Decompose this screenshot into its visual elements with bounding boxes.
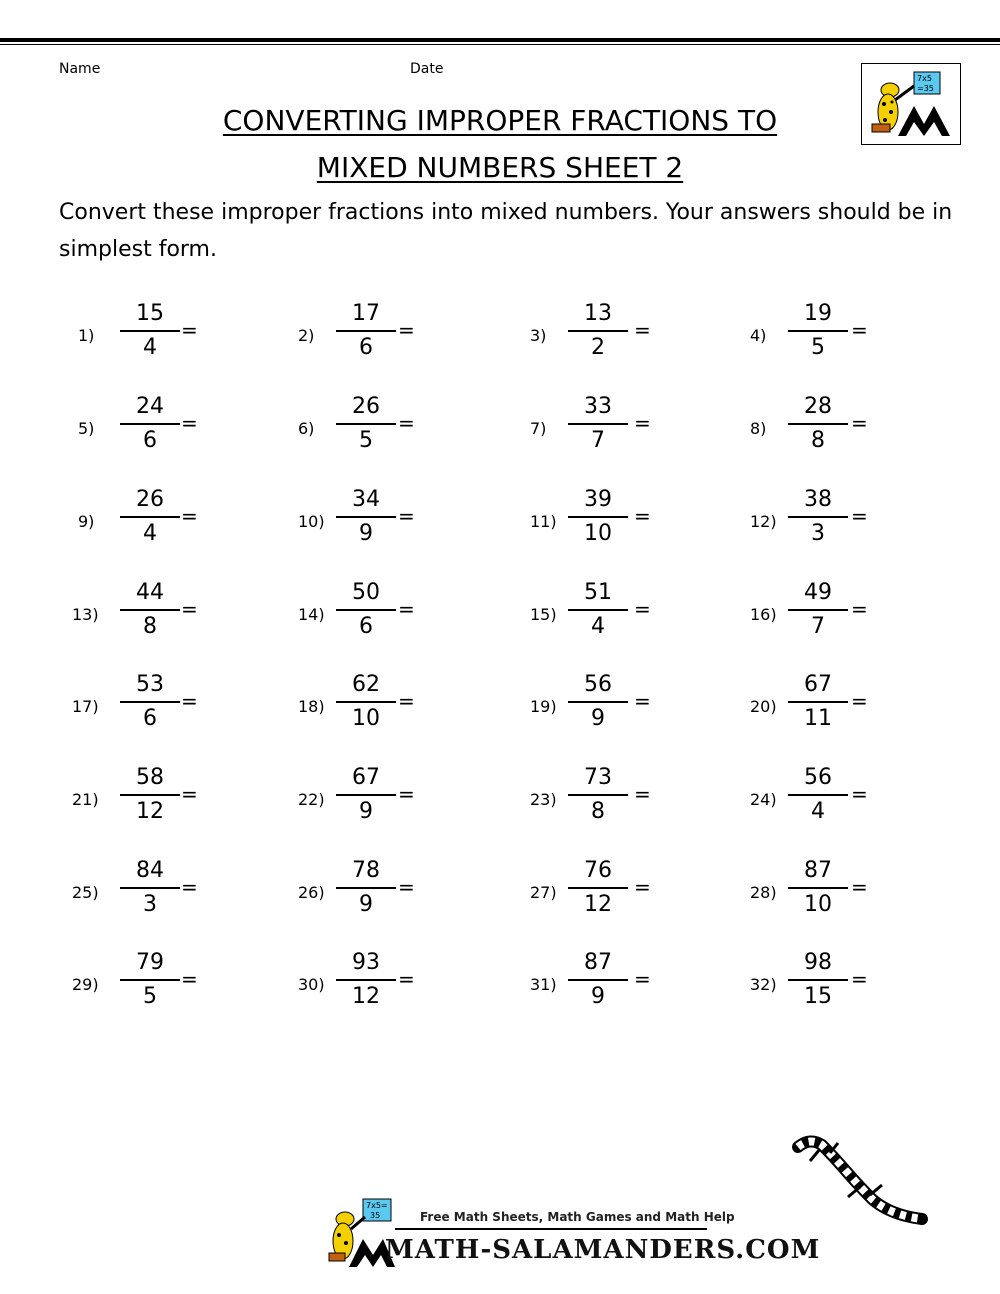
instructions: Convert these improper fractions into mixed numbers. Your answers should be in simplest form. xyxy=(59,200,953,262)
fraction xyxy=(788,484,848,550)
denominator: 5 xyxy=(811,335,825,360)
svg-text:7x5=: 7x5= xyxy=(366,1201,388,1210)
denominator: 9 xyxy=(591,984,605,1009)
denominator: 6 xyxy=(143,428,157,453)
equals-sign: = xyxy=(634,875,651,899)
fraction xyxy=(336,577,396,643)
name-label: Name xyxy=(59,61,101,77)
footer-site-name: MATH-SALAMANDERS.COM xyxy=(385,1235,821,1265)
worksheet-title-line1: CONVERTING IMPROPER FRACTIONS TO xyxy=(222,104,778,137)
problem-number: 2) xyxy=(298,326,315,345)
problem-number: 8) xyxy=(750,419,767,438)
denominator: 6 xyxy=(359,335,373,360)
problem-32 xyxy=(750,947,950,1017)
denominator: 7 xyxy=(811,614,825,639)
numerator: 79 xyxy=(136,950,164,975)
denominator: 12 xyxy=(352,984,380,1009)
numerator: 24 xyxy=(136,394,164,419)
numerator: 56 xyxy=(804,765,832,790)
problem-number: 11) xyxy=(530,512,557,531)
problem-6 xyxy=(298,391,498,461)
fraction xyxy=(336,947,396,1013)
problem-25 xyxy=(72,855,278,925)
problem-29 xyxy=(72,947,278,1017)
equals-sign: = xyxy=(398,689,415,713)
fraction xyxy=(120,762,180,828)
denominator: 8 xyxy=(591,799,605,824)
equals-sign: = xyxy=(398,504,415,528)
numerator: 28 xyxy=(804,394,832,419)
problem-number: 32) xyxy=(750,975,777,994)
problem-number: 23) xyxy=(530,790,557,809)
fraction xyxy=(788,391,848,457)
problem-22 xyxy=(298,762,498,832)
denominator: 9 xyxy=(359,521,373,546)
fraction xyxy=(788,855,848,921)
problem-24 xyxy=(750,762,950,832)
equals-sign: = xyxy=(851,875,868,899)
equals-sign: = xyxy=(634,689,651,713)
problem-20 xyxy=(750,669,950,739)
equals-sign: = xyxy=(398,411,415,435)
denominator: 15 xyxy=(804,984,832,1009)
numerator: 15 xyxy=(136,301,164,326)
problem-number: 20) xyxy=(750,697,777,716)
problem-number: 10) xyxy=(298,512,325,531)
denominator: 10 xyxy=(352,706,380,731)
numerator: 17 xyxy=(352,301,380,326)
fraction xyxy=(120,391,180,457)
numerator: 78 xyxy=(352,858,380,883)
numerator: 49 xyxy=(804,580,832,605)
numerator: 56 xyxy=(584,672,612,697)
denominator: 4 xyxy=(143,335,157,360)
numerator: 73 xyxy=(584,765,612,790)
footer-rule xyxy=(395,1228,707,1230)
problem-28 xyxy=(750,855,950,925)
numerator: 19 xyxy=(804,301,832,326)
equals-sign: = xyxy=(851,411,868,435)
denominator: 9 xyxy=(591,706,605,731)
equals-sign: = xyxy=(634,504,651,528)
problem-1 xyxy=(78,298,278,368)
problem-9 xyxy=(78,484,278,554)
problem-number: 15) xyxy=(530,605,557,624)
denominator: 3 xyxy=(811,521,825,546)
equals-sign: = xyxy=(181,689,198,713)
denominator: 5 xyxy=(359,428,373,453)
problem-17 xyxy=(72,669,278,739)
denominator: 4 xyxy=(143,521,157,546)
equals-sign: = xyxy=(634,597,651,621)
numerator: 87 xyxy=(804,858,832,883)
denominator: 7 xyxy=(591,428,605,453)
numerator: 53 xyxy=(136,672,164,697)
fraction xyxy=(336,855,396,921)
denominator: 11 xyxy=(804,706,832,731)
fraction xyxy=(568,669,628,735)
fraction xyxy=(568,391,628,457)
equals-sign: = xyxy=(181,597,198,621)
problem-number: 9) xyxy=(78,512,95,531)
problem-number: 22) xyxy=(298,790,325,809)
problem-3 xyxy=(530,298,730,368)
equals-sign: = xyxy=(851,318,868,342)
numerator: 67 xyxy=(352,765,380,790)
fraction xyxy=(336,669,396,735)
fraction xyxy=(120,947,180,1013)
equals-sign: = xyxy=(851,782,868,806)
numerator: 38 xyxy=(804,487,832,512)
numerator: 50 xyxy=(352,580,380,605)
problem-number: 17) xyxy=(72,697,99,716)
equals-sign: = xyxy=(398,875,415,899)
problem-number: 31) xyxy=(530,975,557,994)
problem-number: 27) xyxy=(530,883,557,902)
problem-23 xyxy=(530,762,730,832)
numerator: 58 xyxy=(136,765,164,790)
numerator: 76 xyxy=(584,858,612,883)
problem-number: 21) xyxy=(72,790,99,809)
problem-16 xyxy=(750,577,950,647)
equals-sign: = xyxy=(634,967,651,991)
footer-tagline: Free Math Sheets, Math Games and Math Help xyxy=(420,1210,735,1224)
denominator: 4 xyxy=(811,799,825,824)
problem-number: 29) xyxy=(72,975,99,994)
problem-30 xyxy=(298,947,498,1017)
problem-number: 25) xyxy=(72,883,99,902)
fraction xyxy=(788,947,848,1013)
equals-sign: = xyxy=(181,411,198,435)
denominator: 8 xyxy=(811,428,825,453)
problem-number: 19) xyxy=(530,697,557,716)
problem-number: 13) xyxy=(72,605,99,624)
denominator: 12 xyxy=(136,799,164,824)
svg-text:7x5: 7x5 xyxy=(917,74,932,83)
equals-sign: = xyxy=(181,967,198,991)
numerator: 62 xyxy=(352,672,380,697)
problem-number: 4) xyxy=(750,326,767,345)
equals-sign: = xyxy=(851,504,868,528)
fraction xyxy=(120,577,180,643)
equals-sign: = xyxy=(398,597,415,621)
denominator: 10 xyxy=(804,892,832,917)
equals-sign: = xyxy=(181,318,198,342)
numerator: 33 xyxy=(584,394,612,419)
salamander-icon xyxy=(790,1135,930,1230)
equals-sign: = xyxy=(181,782,198,806)
problem-number: 16) xyxy=(750,605,777,624)
denominator: 5 xyxy=(143,984,157,1009)
numerator: 51 xyxy=(584,580,612,605)
problem-26 xyxy=(298,855,498,925)
problem-21 xyxy=(72,762,278,832)
denominator: 9 xyxy=(359,892,373,917)
equals-sign: = xyxy=(851,597,868,621)
equals-sign: = xyxy=(634,318,651,342)
equals-sign: = xyxy=(851,689,868,713)
problem-11 xyxy=(530,484,730,554)
numerator: 87 xyxy=(584,950,612,975)
problem-7 xyxy=(530,391,730,461)
denominator: 2 xyxy=(591,335,605,360)
problem-4 xyxy=(750,298,950,368)
fraction xyxy=(120,298,180,364)
equals-sign: = xyxy=(634,411,651,435)
fraction xyxy=(788,669,848,735)
problem-number: 26) xyxy=(298,883,325,902)
top-rule xyxy=(0,38,1000,42)
equals-sign: = xyxy=(398,318,415,342)
problem-number: 6) xyxy=(298,419,315,438)
problem-27 xyxy=(530,855,730,925)
problem-15 xyxy=(530,577,730,647)
numerator: 98 xyxy=(804,950,832,975)
problem-number: 30) xyxy=(298,975,325,994)
problem-number: 14) xyxy=(298,605,325,624)
denominator: 4 xyxy=(591,614,605,639)
denominator: 10 xyxy=(584,521,612,546)
problem-13 xyxy=(72,577,278,647)
denominator: 9 xyxy=(359,799,373,824)
fraction xyxy=(788,298,848,364)
fraction xyxy=(568,947,628,1013)
fraction xyxy=(568,855,628,921)
numerator: 93 xyxy=(352,950,380,975)
fraction xyxy=(788,762,848,828)
numerator: 84 xyxy=(136,858,164,883)
problem-19 xyxy=(530,669,730,739)
denominator: 6 xyxy=(143,706,157,731)
fraction xyxy=(336,298,396,364)
equals-sign: = xyxy=(398,967,415,991)
worksheet-title-line2: MIXED NUMBERS SHEET 2 xyxy=(316,151,684,184)
denominator: 3 xyxy=(143,892,157,917)
problem-5 xyxy=(78,391,278,461)
svg-text:35: 35 xyxy=(370,1211,381,1220)
numerator: 34 xyxy=(352,487,380,512)
problem-number: 5) xyxy=(78,419,95,438)
denominator: 6 xyxy=(359,614,373,639)
fraction xyxy=(568,577,628,643)
numerator: 67 xyxy=(804,672,832,697)
denominator: 8 xyxy=(143,614,157,639)
fraction xyxy=(120,669,180,735)
fraction xyxy=(568,762,628,828)
equals-sign: = xyxy=(634,782,651,806)
equals-sign: = xyxy=(181,504,198,528)
problem-number: 18) xyxy=(298,697,325,716)
problem-number: 3) xyxy=(530,326,547,345)
equals-sign: = xyxy=(851,967,868,991)
problem-18 xyxy=(298,669,498,739)
fraction xyxy=(568,484,628,550)
problem-number: 12) xyxy=(750,512,777,531)
fraction xyxy=(336,484,396,550)
problem-number: 28) xyxy=(750,883,777,902)
fraction xyxy=(120,484,180,550)
problem-number: 24) xyxy=(750,790,777,809)
fraction xyxy=(120,855,180,921)
equals-sign: = xyxy=(398,782,415,806)
svg-text:=35: =35 xyxy=(917,84,934,93)
numerator: 26 xyxy=(352,394,380,419)
date-label: Date xyxy=(410,61,444,77)
problem-2 xyxy=(298,298,498,368)
fraction xyxy=(336,762,396,828)
fraction xyxy=(568,298,628,364)
top-rule-thin xyxy=(0,44,1000,45)
fraction xyxy=(336,391,396,457)
numerator: 44 xyxy=(136,580,164,605)
problem-12 xyxy=(750,484,950,554)
problem-8 xyxy=(750,391,950,461)
numerator: 26 xyxy=(136,487,164,512)
denominator: 12 xyxy=(584,892,612,917)
problem-number: 1) xyxy=(78,326,95,345)
fraction xyxy=(788,577,848,643)
problem-number: 7) xyxy=(530,419,547,438)
numerator: 13 xyxy=(584,301,612,326)
problem-31 xyxy=(530,947,730,1017)
problem-14 xyxy=(298,577,498,647)
equals-sign: = xyxy=(181,875,198,899)
problem-10 xyxy=(298,484,498,554)
numerator: 39 xyxy=(584,487,612,512)
